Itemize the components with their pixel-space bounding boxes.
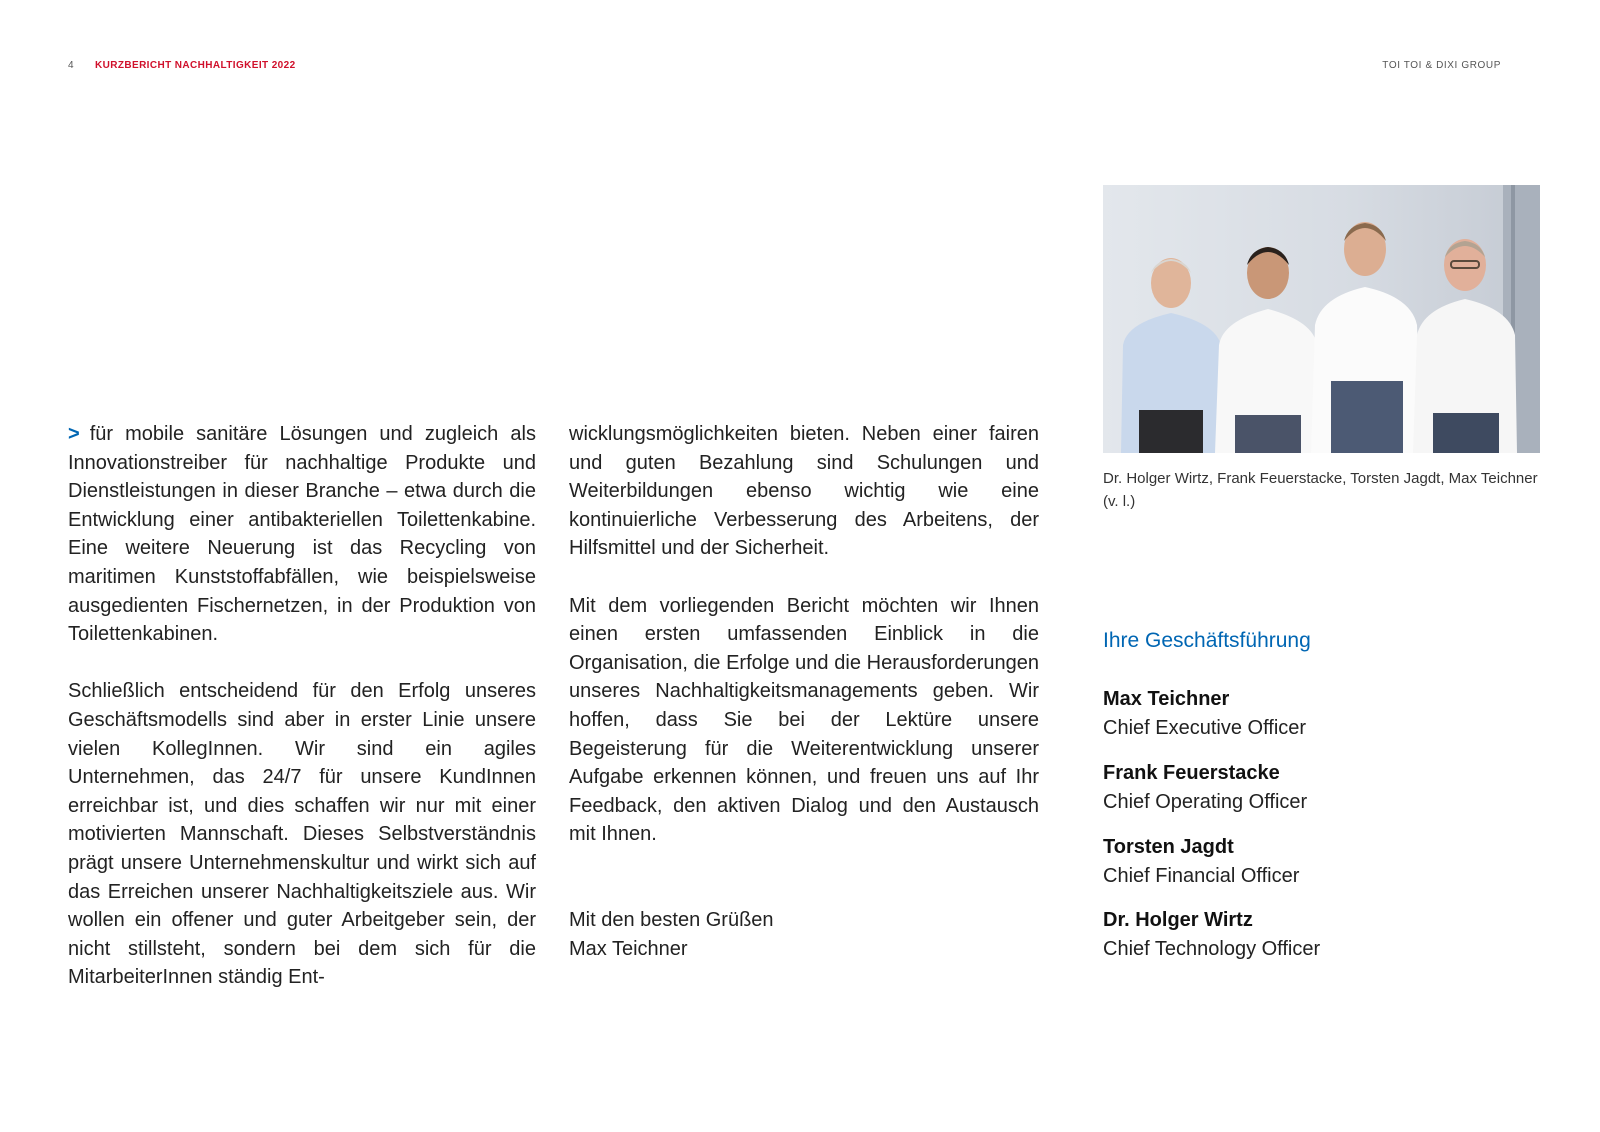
- management-member: [1103, 759, 1307, 816]
- arrow-icon: >: [68, 423, 80, 445]
- member-role: Chief Operating Officer: [1103, 790, 1308, 813]
- signoff: [569, 906, 774, 963]
- management-member: [1103, 906, 1320, 963]
- text-column-middle: [569, 420, 1039, 849]
- company-name: TOI TOI & DIXI GROUP: [1382, 60, 1501, 71]
- paragraph: wicklungsmöglichkeiten bieten. Neben einer fairen und guten Bezahlung sind Schulungen und Weiterbildungen ebenso wichtig wie eine kontinuierliche Verbesserung des Arbeitens, der Hilfsmittel und der Sicherheit.: [569, 423, 1039, 560]
- text-column-left: [68, 420, 536, 992]
- person-1: [1121, 258, 1223, 453]
- person-3: [1311, 222, 1421, 453]
- member-role: Chief Technology Officer: [1103, 937, 1321, 960]
- person-4: [1413, 239, 1517, 453]
- report-title: KURZBERICHT NACHHALTIGKEIT 2022: [95, 60, 296, 71]
- management-member: [1103, 685, 1306, 742]
- member-role: Chief Financial Officer: [1103, 864, 1300, 887]
- page-number: 4: [68, 60, 75, 71]
- member-name: Dr. Holger Wirtz: [1103, 909, 1253, 931]
- paragraph: Mit dem vorliegenden Bericht möchten wir Ihnen einen ersten umfassenden Einblick in die Organisation, die Erfolge und die Herausforderungen unseres Nachhaltigkeitsmanagements geben. Wir hoffen, dass Sie bei der Lektüre unsere Begeisterung für die Weiterentwicklung unserer Aufgabe erkennen können, und freuen uns auf Ihr Feedback, den aktiven Dialog und den Austausch mit Ihnen.: [569, 594, 1039, 846]
- member-name: Torsten Jagdt: [1103, 836, 1234, 858]
- greeting: Mit den besten Grüßen: [569, 909, 774, 931]
- paragraph: Schließlich entscheidend für den Erfolg unseres Geschäftsmodells sind aber in erster Linie unsere vielen KollegInnen. Wir sind ein agiles Unternehmen, das 24/7 für unsere KundInnen erreichbar ist, und dies schaffen wir nur mit einer motivierten Mannschaft. Dieses Selbstverständnis prägt unsere Unternehmenskultur und wirkt sich auf das Erreichen unserer Nachhaltigkeitsziele aus. Wir wollen ein offener und guter Arbeitgeber sein, der nicht stillsteht, sondern bei dem sich für die MitarbeiterInnen ständig Ent-: [68, 680, 536, 989]
- member-name: Max Teichner: [1103, 688, 1230, 710]
- paragraph-text: für mobile sanitäre Lösungen und zugleich als Innovationstreiber für nachhaltige Produkte und Dienstleistungen in dieser Branche – etwa durch die Entwicklung einer antibakteriellen Toilettenkabine. Eine weitere Neuerung ist das Recycling von maritimen Kunststoffabfällen, wie beispielsweise ausgedienten Fischernetzen, in der Produktion von Toilettenkabinen.: [68, 423, 536, 646]
- signer-name: Max Teichner: [569, 937, 688, 960]
- photo-caption: Dr. Holger Wirtz, Frank Feuerstacke, Torsten Jagdt, Max Teichner (v. l.): [1103, 470, 1538, 510]
- paragraph: [68, 420, 536, 649]
- photo-illustration: [1103, 185, 1540, 453]
- management-member: [1103, 833, 1299, 890]
- member-role: Chief Executive Officer: [1103, 716, 1307, 739]
- member-name: Frank Feuerstacke: [1103, 762, 1280, 784]
- management-photo: [1103, 185, 1540, 453]
- person-2: [1215, 247, 1319, 453]
- management-heading: Ihre Geschäftsführung: [1103, 629, 1311, 652]
